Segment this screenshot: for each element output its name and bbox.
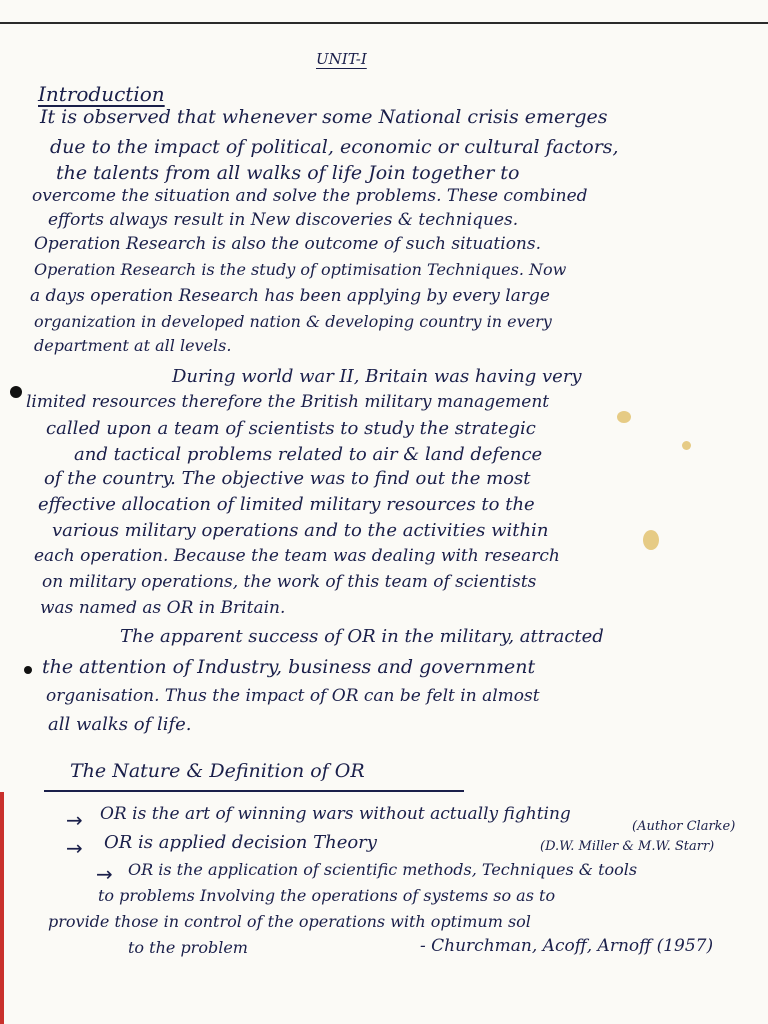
definition-2-attribution: (D.W. Miller & M.W. Starr) [540, 839, 715, 854]
intro-line: the talents from all walks of life Join together to [56, 162, 520, 184]
ink-blot-1 [10, 386, 22, 398]
success-line: the attention of Industry, business and government [42, 656, 536, 678]
intro-line: department at all levels. [34, 336, 232, 355]
nature-heading: The Nature & Definition of OR [70, 760, 365, 782]
ww2-line: During world war II, Britain was having very [172, 366, 582, 387]
definition-3-line: provide those in control of the operations with optimum sol [48, 912, 531, 931]
success-line: The apparent success of OR in the military, attracted [120, 626, 604, 647]
definition-3-line: to the problem [128, 938, 248, 957]
definition-3-line: OR is the application of scientific methods, Techniques & tools [128, 860, 638, 879]
intro-line: due to the impact of political, economic or cultural factors, [50, 136, 619, 158]
ww2-line: was named as OR in Britain. [40, 598, 286, 618]
definition-1-attribution: (Author Clarke) [632, 819, 736, 834]
success-line: all walks of life. [48, 714, 192, 735]
intro-line: Operation Research is the study of optimisation Techniques. Now [34, 260, 567, 279]
intro-line: efforts always result in New discoveries & techniques. [48, 210, 519, 230]
ww2-line: various military operations and to the activities within [52, 520, 549, 541]
stain-2 [643, 530, 659, 550]
stain-3 [682, 441, 691, 450]
definition-3-attribution: - Churchman, Acoff, Arnoff (1957) [420, 936, 714, 956]
ww2-line: on military operations, the work of this team of scientists [42, 572, 537, 592]
introduction-heading: Introduction [38, 82, 165, 106]
definition-2-text: OR is applied decision Theory [104, 832, 377, 853]
intro-line: a days operation Research has been applying by every large [30, 286, 550, 306]
arrow-icon: → [66, 808, 83, 832]
definition-3-line: to problems Involving the operations of systems so as to [98, 886, 556, 905]
definition-1-text: OR is the art of winning wars without actually fighting [100, 804, 571, 824]
page-top-border [0, 22, 768, 24]
arrow-icon: → [96, 862, 113, 886]
arrow-icon: → [66, 836, 83, 860]
stain-1 [617, 411, 631, 423]
intro-line: overcome the situation and solve the problems. These combined [32, 186, 588, 206]
ww2-line: and tactical problems related to air & land defence [74, 444, 543, 465]
ww2-line: called upon a team of scientists to study the strategic [46, 418, 536, 439]
red-margin-strip [0, 792, 4, 1024]
success-line: organisation. Thus the impact of OR can be felt in almost [46, 686, 540, 706]
ww2-line: effective allocation of limited military resources to the [38, 494, 535, 515]
nature-heading-underline [44, 790, 464, 792]
ww2-line: each operation. Because the team was dealing with research [34, 546, 560, 566]
intro-line: Operation Research is also the outcome of such situations. [34, 234, 542, 254]
unit-title: UNIT-I [316, 50, 367, 68]
ink-blot-2 [24, 666, 32, 674]
intro-line: It is observed that whenever some National crisis emerges [40, 106, 608, 128]
ww2-line: limited resources therefore the British military management [26, 392, 550, 412]
intro-line: organization in developed nation & developing country in every [34, 312, 552, 331]
ww2-line: of the country. The objective was to find out the most [44, 468, 531, 489]
